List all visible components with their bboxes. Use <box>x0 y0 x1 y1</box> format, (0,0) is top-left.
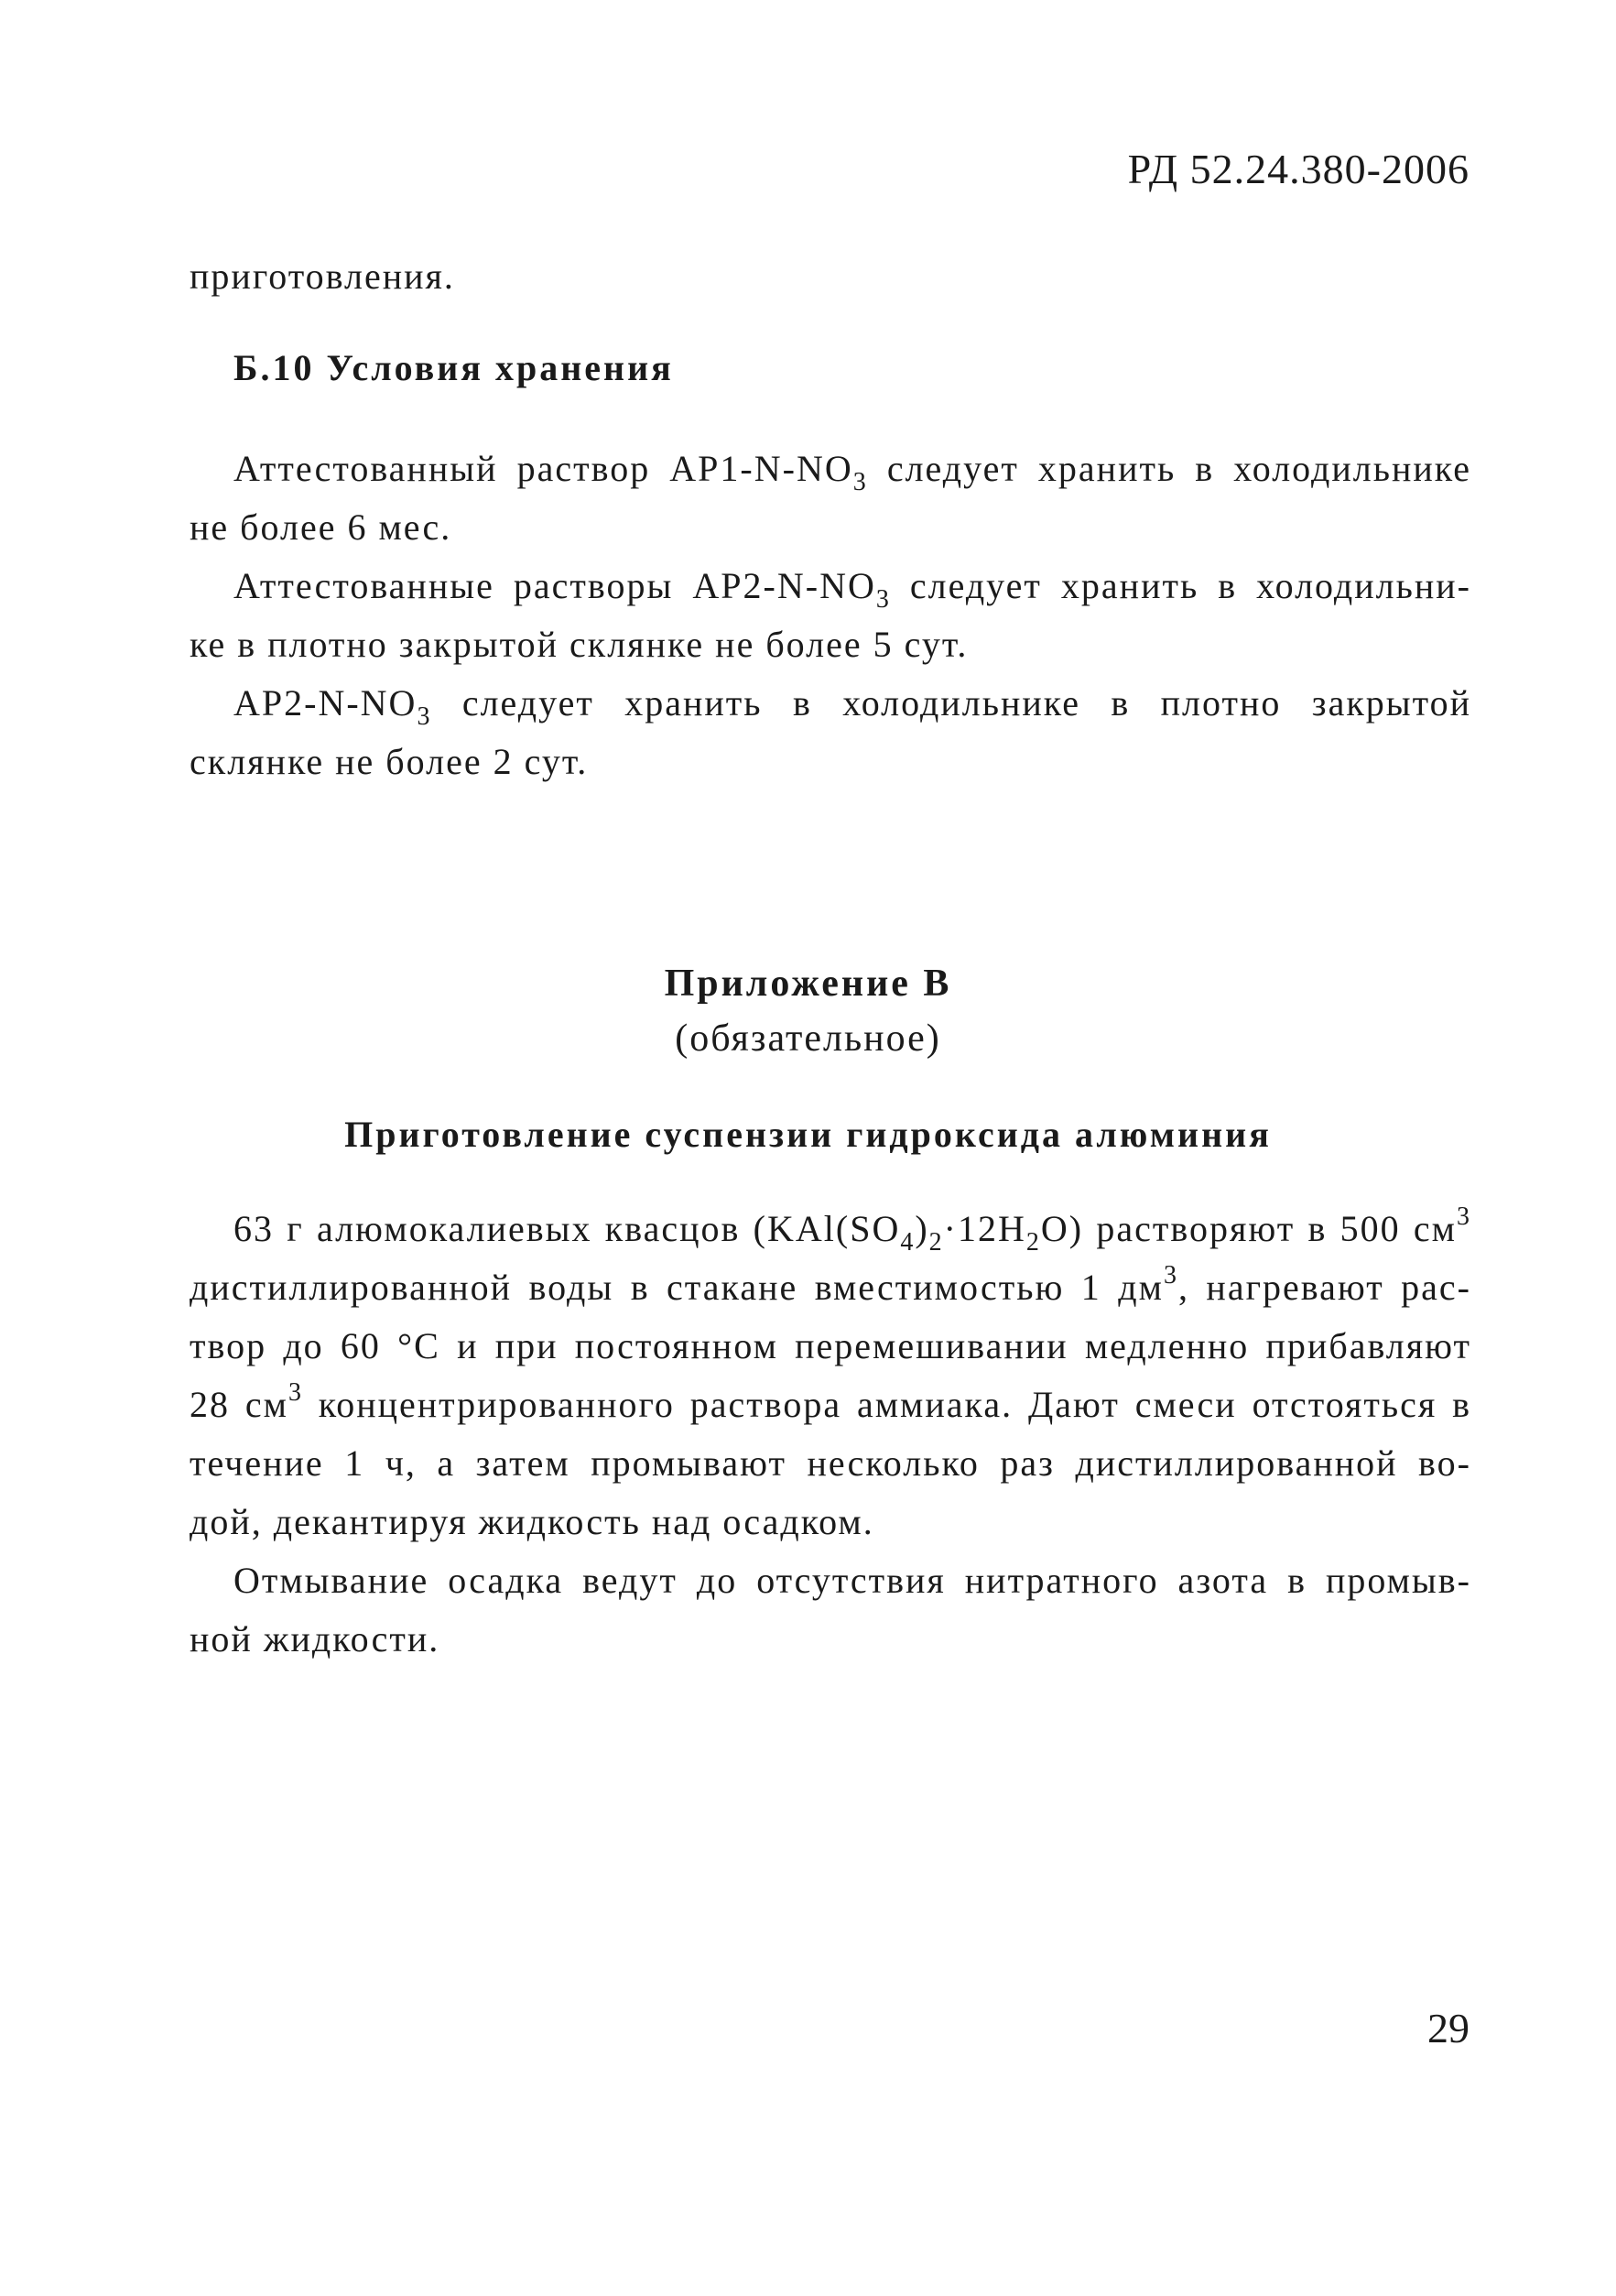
paragraph-line: ной жидкости. <box>190 1618 440 1659</box>
paragraph-line: Аттестованный раствор $АР1-N-NO_3$ следует хранить в холодильнике <box>233 448 1471 496</box>
appendix-body <box>190 1200 1471 1669</box>
paragraph-line: Аттестованные растворы $АР2-N-NO_3$ следует хранить в холодильни- <box>233 565 1471 614</box>
page-number: 29 <box>1427 2005 1470 2051</box>
paragraph-line: течение 1 ч, а затем промывают несколько раз дистиллированной во- <box>190 1442 1471 1484</box>
paragraph-line: 28 $см^3$ концентрированного раствора аммиака. Дают смеси отстояться в <box>190 1378 1471 1425</box>
paragraph-line: не более 6 мес. <box>190 506 452 548</box>
continuation-text: приготовления. <box>190 256 455 297</box>
section-title-b10: Б.10 Условия хранения <box>233 347 674 388</box>
paragraph-line: твор до 60 °С и при постоянном перемешивании медленно прибавляют <box>190 1325 1471 1366</box>
appendix-status: (обязательное) <box>675 1017 941 1060</box>
section-b10-body <box>190 440 1471 791</box>
paragraph-line: 63 г алюмокалиевых квасцов $(KAl(SO_4)_2\cdot 12H_2O)$ растворяют в 500 $см^3$ <box>233 1202 1471 1257</box>
paragraph-line: ке в плотно закрытой склянке не более 5 сут. <box>190 624 969 665</box>
paragraph-line: дистиллированной воды в стакане вместимостью 1 $дм^3$, нагревают рас- <box>190 1261 1471 1308</box>
paragraph-line: $АР2-N-NO_3$ следует хранить в холодильнике в плотно закрытой <box>233 682 1471 731</box>
paragraph-line: склянке не более 2 сут. <box>190 741 589 782</box>
paragraph-line: Отмывание осадка ведут до отсутствия нитратного азота в промыв- <box>233 1560 1471 1601</box>
appendix-title: Приложение В <box>664 963 952 1005</box>
document-code: РД 52.24.380-2006 <box>1127 146 1470 192</box>
appendix-heading: Приготовление суспензии гидроксида алюминия <box>344 1114 1272 1155</box>
paragraph-line: дой, декантируя жидкость над осадком. <box>190 1501 874 1542</box>
